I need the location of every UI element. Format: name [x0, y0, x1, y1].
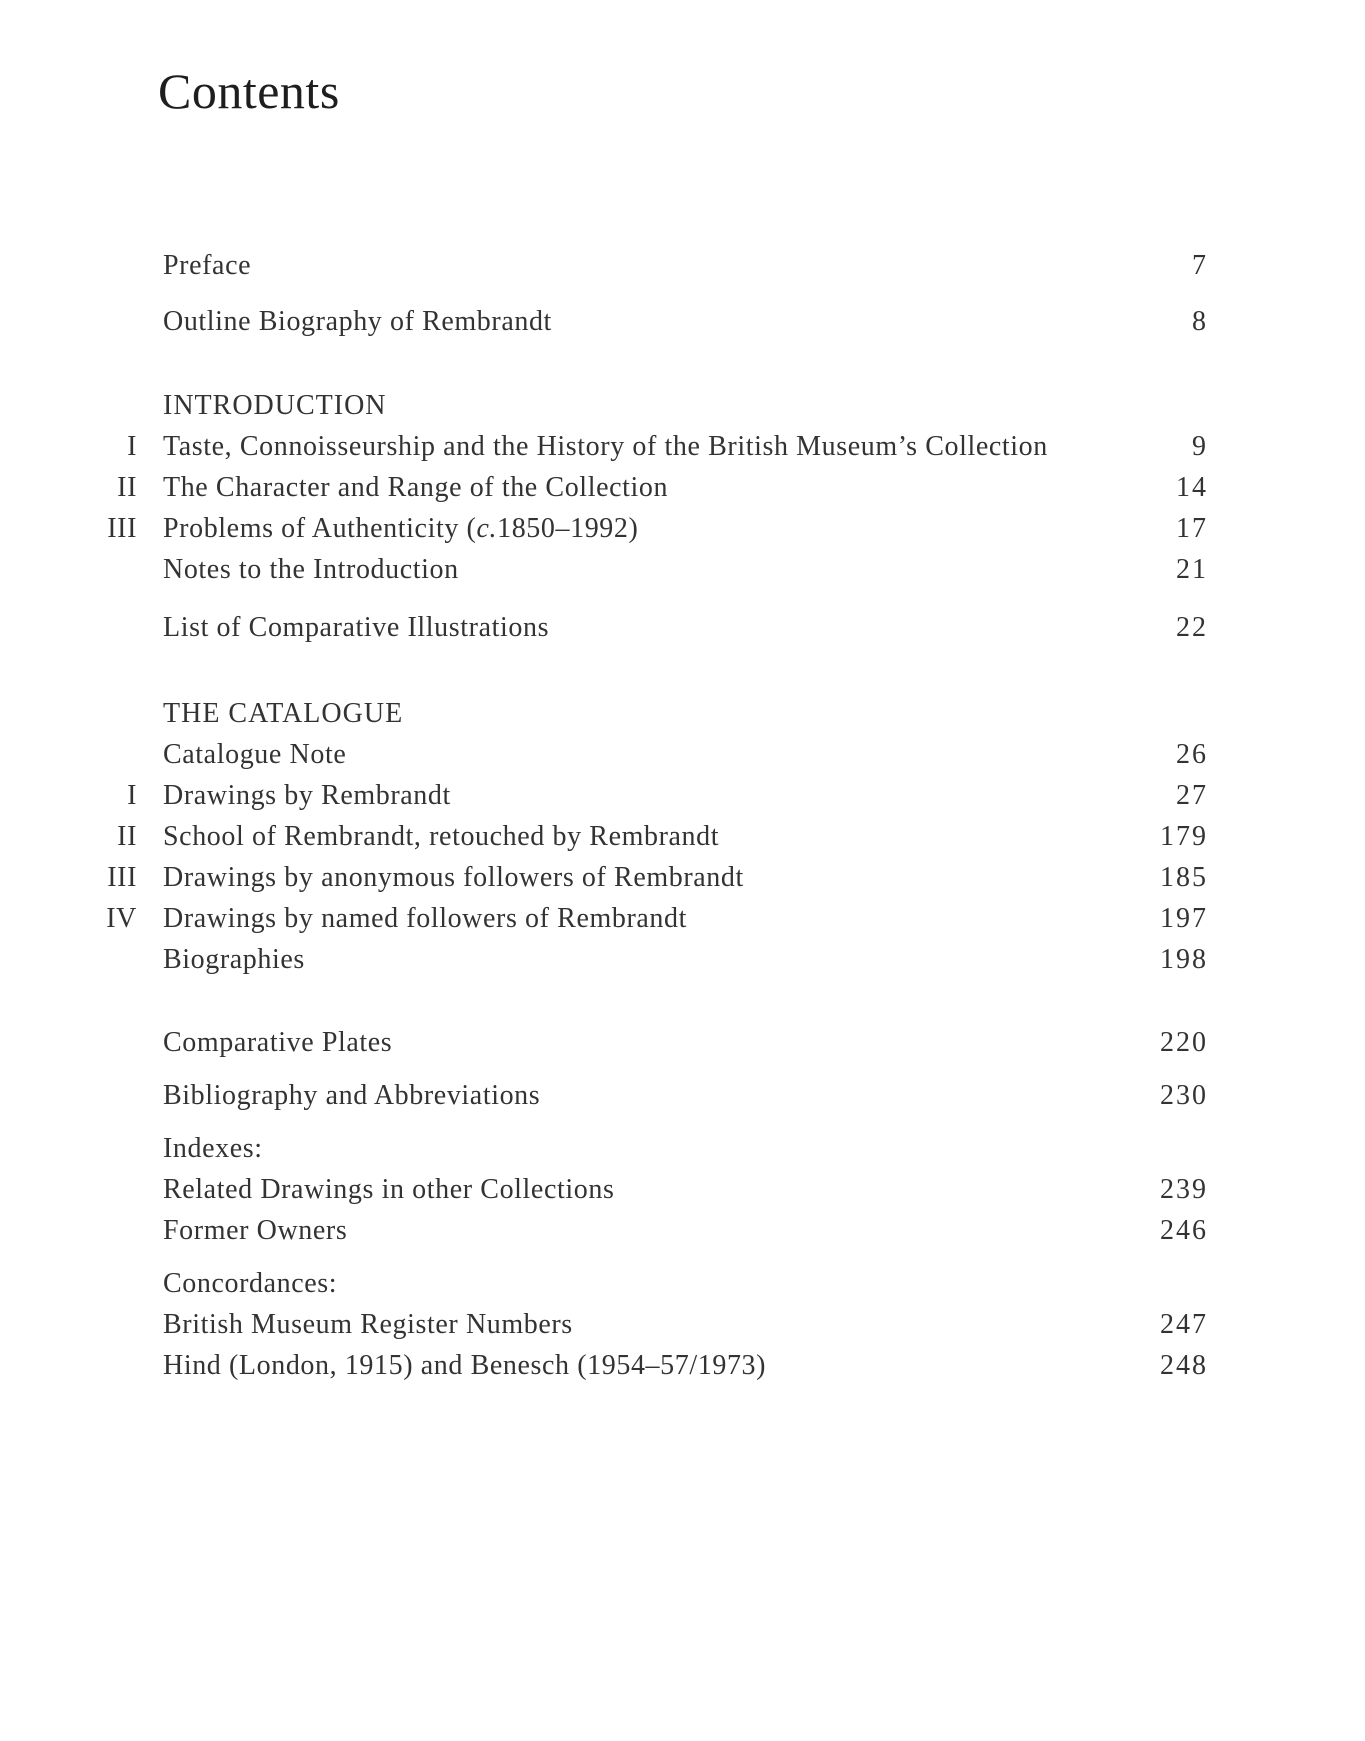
toc-entry-roman-numeral: II	[117, 821, 137, 852]
toc-entry-roman-numeral: II	[117, 472, 137, 503]
toc-entry-page: 197	[1160, 903, 1208, 934]
toc-entry-label: Comparative Plates	[163, 1027, 393, 1058]
toc-section-heading: INTRODUCTION	[163, 390, 387, 421]
toc-entry-page: 26	[1176, 739, 1208, 770]
toc-entry-page: 239	[1160, 1174, 1208, 1205]
toc-entry-label: Drawings by Rembrandt	[163, 780, 451, 811]
toc-entry-catalogue-3	[0, 862, 1365, 902]
toc-entry-catalogue-4	[0, 903, 1365, 943]
toc-entry-intro-2	[0, 472, 1365, 512]
toc-entry-comparative-plates	[0, 1027, 1365, 1067]
toc-entry-label: Related Drawings in other Collections	[163, 1174, 615, 1205]
toc-entry-label: Former Owners	[163, 1215, 348, 1246]
toc-entry-catalogue-1	[0, 780, 1365, 820]
toc-entry-label: Notes to the Introduction	[163, 554, 459, 585]
toc-entry-label: British Museum Register Numbers	[163, 1309, 573, 1340]
toc-subheading-label: Concordances:	[163, 1268, 338, 1299]
toc-subheading-label: Indexes:	[163, 1133, 263, 1164]
toc-entry-page: 21	[1176, 554, 1208, 585]
toc-entry-label: Hind (London, 1915) and Benesch (1954–57/1973)	[163, 1350, 767, 1381]
toc-entry-label: List of Comparative Illustrations	[163, 612, 550, 643]
toc-entry-bibliography	[0, 1080, 1365, 1120]
toc-entry-intro-1	[0, 431, 1365, 471]
label-prefix: Problems of Authenticity (	[163, 513, 477, 544]
toc-entry-page: 7	[1192, 250, 1208, 281]
toc-subheading-indexes	[0, 1133, 1365, 1173]
toc-entry-outline-biography	[0, 306, 1365, 346]
toc-entry-page: 247	[1160, 1309, 1208, 1340]
label-suffix: 1850–1992)	[497, 513, 639, 544]
toc-entry-roman-numeral: IV	[106, 903, 137, 934]
toc-entry-label: Preface	[163, 250, 252, 281]
toc-entry-related-drawings	[0, 1174, 1365, 1214]
toc-subheading-concordances	[0, 1268, 1365, 1308]
page-title: Contents	[158, 63, 340, 119]
toc-entry-label: Taste, Connoisseurship and the History of the British Museum’s Collection	[163, 431, 1048, 462]
toc-entry-label: Drawings by named followers of Rembrandt	[163, 903, 687, 934]
toc-entry-page: 185	[1160, 862, 1208, 893]
toc-entry-label: Catalogue Note	[163, 739, 347, 770]
label-italic: c.	[476, 513, 498, 544]
toc-entry-roman-numeral: I	[127, 780, 137, 811]
toc-section-introduction	[0, 390, 1365, 430]
toc-entry-comparative-illustrations	[0, 612, 1365, 652]
toc-entry-page: 17	[1176, 513, 1208, 544]
toc-entry-intro-notes	[0, 554, 1365, 594]
toc-section-heading: THE CATALOGUE	[163, 698, 404, 729]
toc-entry-label	[163, 513, 638, 545]
toc-entry-label: School of Rembrandt, retouched by Rembrandt	[163, 821, 720, 852]
toc-entry-page: 9	[1192, 431, 1208, 462]
toc-entry-catalogue-2	[0, 821, 1365, 861]
toc-entry-biographies	[0, 944, 1365, 984]
toc-entry-page: 248	[1160, 1350, 1208, 1381]
toc-entry-roman-numeral: I	[127, 431, 137, 462]
toc-entry-bm-register	[0, 1309, 1365, 1349]
toc-entry-hind-benesch	[0, 1350, 1365, 1390]
toc-entry-label: Bibliography and Abbreviations	[163, 1080, 541, 1111]
toc-entry-page: 8	[1192, 306, 1208, 337]
toc-entry-roman-numeral: III	[107, 513, 137, 544]
toc-entry-page: 246	[1160, 1215, 1208, 1246]
toc-entry-intro-3	[0, 513, 1365, 553]
toc-entry-page: 14	[1176, 472, 1208, 503]
toc-entry-page: 179	[1160, 821, 1208, 852]
toc-entry-page: 220	[1160, 1027, 1208, 1058]
toc-entry-page: 230	[1160, 1080, 1208, 1111]
toc-section-catalogue	[0, 698, 1365, 738]
toc-entry-label: Biographies	[163, 944, 305, 975]
toc-entry-page: 198	[1160, 944, 1208, 975]
toc-entry-label: The Character and Range of the Collection	[163, 472, 669, 503]
toc-entry-former-owners	[0, 1215, 1365, 1255]
toc-entry-catalogue-note	[0, 739, 1365, 779]
toc-entry-roman-numeral: III	[107, 862, 137, 893]
toc-entry-page: 27	[1176, 780, 1208, 811]
toc-entry-label: Drawings by anonymous followers of Rembrandt	[163, 862, 744, 893]
toc-entry-page: 22	[1176, 612, 1208, 643]
toc-entry-preface	[0, 250, 1365, 290]
toc-entry-label: Outline Biography of Rembrandt	[163, 306, 552, 337]
